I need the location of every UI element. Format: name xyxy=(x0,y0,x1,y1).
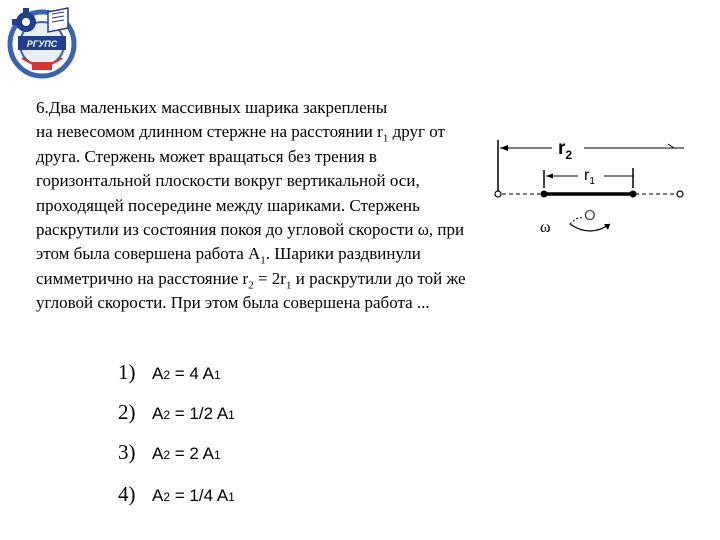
answer-formula: A2 = 4 A1 xyxy=(152,364,221,383)
r2-right-tick xyxy=(668,144,674,148)
outer-ball-right xyxy=(677,191,683,197)
problem-line-1: 6.Два маленьких массивных шарика закреплены xyxy=(36,98,388,117)
answer-option-4[interactable] xyxy=(118,482,235,518)
omega-label: ω xyxy=(540,219,551,236)
r2-arrowhead xyxy=(500,145,508,151)
answer-option-1[interactable] xyxy=(118,360,221,396)
subscript: 1 xyxy=(285,279,292,292)
answer-number: 4) xyxy=(118,482,136,506)
problem-text-segment: . Шарики раздвинули симметрично на расстояние r xyxy=(36,244,421,288)
logo-accent-bar xyxy=(32,62,52,70)
r2-label: $r_2$ xyxy=(558,138,573,162)
problem-text-segment: на невесомом длинном стержне на расстоянии r xyxy=(36,122,383,142)
r1-label: $r_1$ xyxy=(584,167,595,187)
problem-text xyxy=(36,96,476,316)
answer-formula: A2 = 1/2 A1 xyxy=(152,404,235,423)
answer-formula: A2 = 2 A1 xyxy=(152,444,221,463)
university-logo xyxy=(2,2,82,82)
problem-text-segment: = 2r xyxy=(253,268,286,288)
rod-diagram xyxy=(492,130,692,242)
outer-ball-left xyxy=(495,191,501,197)
answer-number: 3) xyxy=(118,440,136,464)
answer-option-2[interactable] xyxy=(118,400,235,436)
subscript: 1 xyxy=(382,132,389,145)
answer-number: 2) xyxy=(118,400,136,424)
answer-option-3[interactable] xyxy=(118,440,221,476)
ball-right xyxy=(630,191,637,198)
problem-text-segment: друг от друга. Стержень может вращаться без трения в горизонтальной плоскости вокруг вертикальной оси, проходящей посередине между шариками. Стержень раскрутили из состояния покоя до угловой скорости ω, при этом была совершена работа А xyxy=(36,122,465,264)
rotation-arrow-back xyxy=(570,218,582,224)
ball-left xyxy=(541,191,548,198)
axis-label: O xyxy=(584,207,596,224)
subscript: 1 xyxy=(260,254,266,267)
problem-text-segment: и раскрутили до той же угловой скорости. При этом была совершена работа ... xyxy=(36,268,466,313)
logo-text: РГУПС xyxy=(26,39,58,49)
book-icon xyxy=(48,8,68,32)
rotation-arrow-icon xyxy=(570,224,610,231)
subscript: 2 xyxy=(248,279,254,292)
r1-arrowhead xyxy=(546,174,553,179)
answer-number: 1) xyxy=(118,360,136,384)
answer-formula: A2 = 1/4 A1 xyxy=(152,486,235,505)
